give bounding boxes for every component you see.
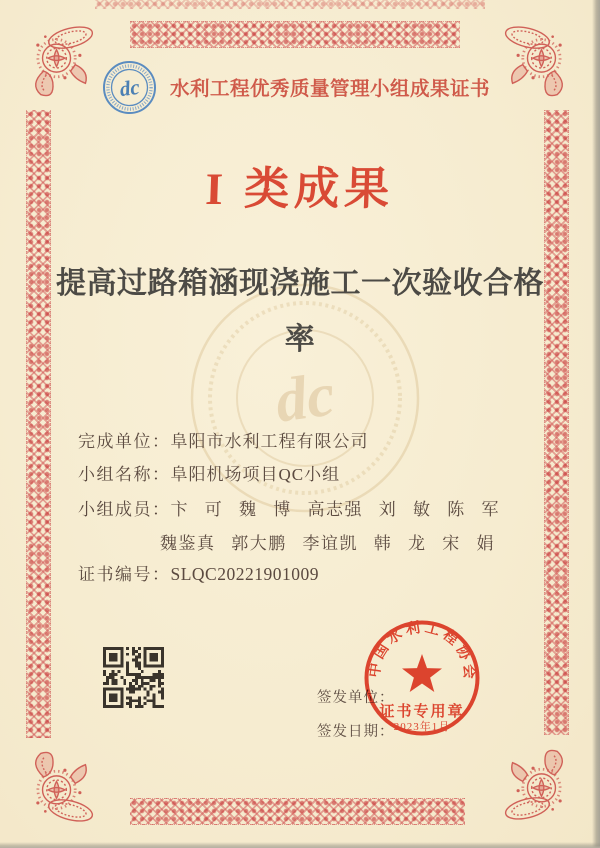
seal-organization-text: 中国水利工程协会 — [366, 619, 477, 683]
border-ornament-strip-top-sliver — [95, 0, 485, 9]
field-label: 证书编号： — [78, 565, 171, 584]
field-label: 小组名称： — [78, 465, 171, 484]
seal-star-icon — [402, 654, 442, 692]
corner-flourish-bottom-left — [22, 746, 106, 830]
certificate-number: SLQC20221901009 — [170, 564, 319, 584]
field-row-certificate-number — [78, 560, 319, 585]
qr-code — [103, 647, 164, 708]
members-line-2: 魏鉴真 郭大鹏 李谊凯 韩 龙 宋 娟 — [160, 534, 495, 553]
seal-date-text: 2023年1月 — [393, 721, 451, 733]
border-ornament-strip-bottom — [130, 798, 465, 825]
achievement-title: 提高过路箱涵现浇施工一次验收合格率 — [56, 267, 544, 356]
scan-edge-shadow-right — [592, 0, 600, 848]
certificate-type-title: 水利工程优秀质量管理小组成果证书 — [170, 79, 491, 100]
field-label: 完成单位： — [78, 432, 171, 451]
seal-caption-text: 证书专用章 — [379, 704, 465, 720]
corner-flourish-bottom-right — [492, 744, 576, 828]
corner-flourish-top-left — [22, 18, 106, 102]
official-seal — [351, 608, 493, 750]
association-logo-icon — [102, 60, 157, 115]
issue-date-label: 签发日期： — [317, 724, 395, 740]
field-row-group-members — [78, 495, 500, 520]
field-row-completion-unit — [78, 427, 369, 452]
corner-flourish-top-right — [492, 18, 576, 102]
issue-unit-label: 签发单位： — [317, 690, 395, 706]
scan-edge-shadow-bottom — [0, 842, 600, 848]
field-value: 阜阳机场项目QC小组 — [170, 465, 341, 484]
field-label: 小组成员： — [78, 500, 171, 519]
border-ornament-strip-top — [130, 21, 460, 48]
watermark-monogram: dc — [271, 360, 339, 436]
logo-monogram: dc — [118, 74, 142, 102]
members-line-1: 卞 可 魏 博 高志强 刘 敏 陈 军 — [170, 500, 500, 519]
field-row-group-members-continued — [160, 529, 495, 554]
field-value: 阜阳市水利工程有限公司 — [170, 432, 369, 451]
grade-label: I 类成果 — [204, 164, 396, 214]
field-row-group-name — [78, 460, 340, 485]
